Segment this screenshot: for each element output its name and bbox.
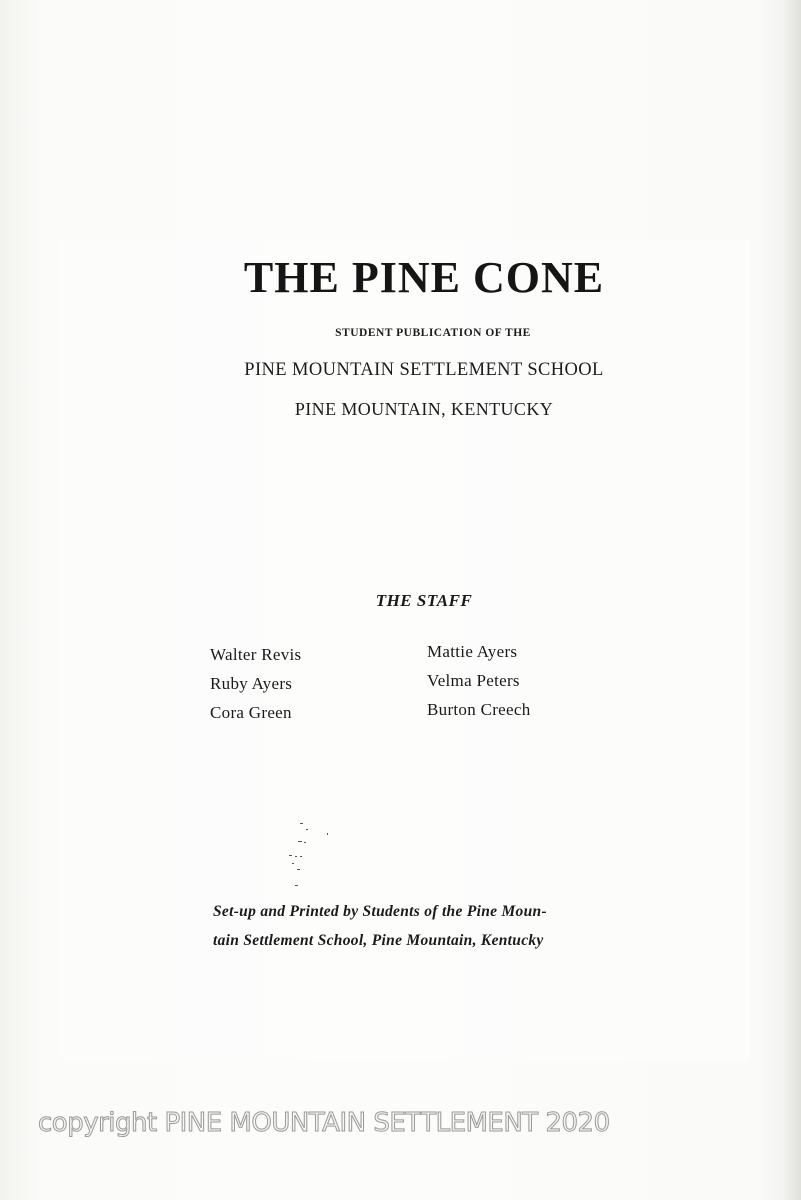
staff-column-left: [210, 640, 301, 727]
copyright-watermark: copyright PINE MOUNTAIN SETTLEMENT 2020: [38, 1108, 610, 1138]
colophon-line: tain Settlement School, Pine Mountain, Kentucky: [213, 932, 544, 949]
staff-member: Mattie Ayers: [427, 642, 518, 661]
colophon-line: Set-up and Printed by Students of the Pine Moun-: [213, 903, 547, 920]
page-edge-shadow: [783, 0, 801, 1200]
staff-member: Walter Revis: [210, 645, 302, 664]
printing-colophon: [213, 897, 653, 955]
staff-member: Ruby Ayers: [210, 674, 293, 693]
school-name: PINE MOUNTAIN SETTLEMENT SCHOOL: [244, 360, 604, 380]
staff-member: Burton Creech: [427, 700, 531, 719]
staff-member: Cora Green: [210, 703, 292, 722]
school-location: PINE MOUNTAIN, KENTUCKY: [294, 399, 554, 419]
staff-heading: THE STAFF: [375, 591, 473, 610]
staff-member: Velma Peters: [427, 671, 520, 690]
print-specks: [280, 815, 360, 895]
page-title: THE PINE CONE: [243, 253, 605, 302]
publication-subtitle: STUDENT PUBLICATION OF THE: [335, 327, 531, 339]
staff-column-right: [427, 637, 531, 724]
